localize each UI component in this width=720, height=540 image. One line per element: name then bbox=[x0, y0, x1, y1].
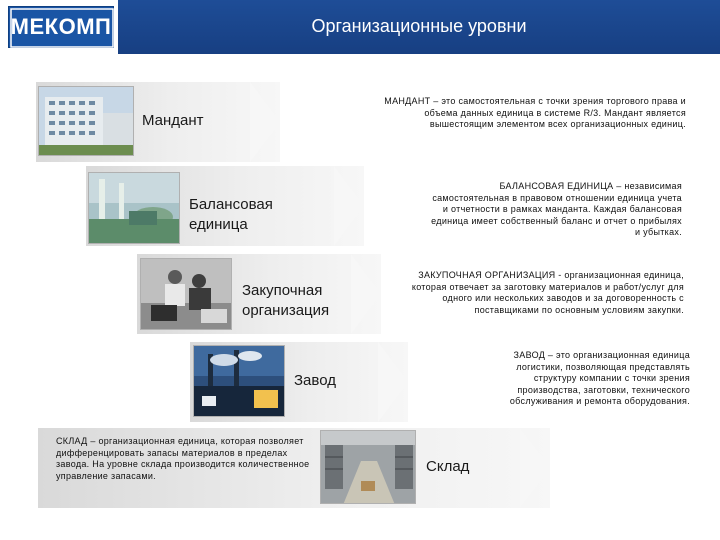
level-description-mandant: МАНДАНТ – это самостоятельная с точки зрения торгового права и объема данных единица в системе R/3. Мандант является вышестоящим элементом всех организационных единиц. bbox=[384, 96, 686, 130]
level-description-warehouse: СКЛАД – организационная единица, которая позволяет дифференцировать запасы материалов в пределах завода. На уровне склада производится количественное управление запасами. bbox=[56, 436, 310, 481]
logo-text: МЕКОМП bbox=[10, 14, 112, 39]
factory-photo bbox=[193, 345, 285, 417]
level-label-balance-unit: Балансовая единица bbox=[189, 196, 273, 233]
level-label-warehouse: Склад bbox=[426, 458, 470, 475]
industrial-plant-photo bbox=[88, 172, 180, 244]
level-label-purchasing-org: Закупочная организация bbox=[242, 282, 330, 319]
office-building-photo bbox=[38, 86, 134, 156]
level-description-purchasing-org: ЗАКУПОЧНАЯ ОРГАНИЗАЦИЯ - организационная единица, которая отвечает за заготовку материалов и работ/услуг для одного или нескольких заводов и за договоренность с поставщиками по основным условиям закупки. bbox=[411, 270, 684, 315]
office-workers-photo bbox=[140, 258, 232, 330]
page-title: Организационные уровни bbox=[311, 16, 527, 36]
level-description-balance-unit: БАЛАНСОВАЯ ЕДИНИЦА – независимая самостоятельная в правовом отношении единица учета и отчетности в рамках манданта. Каждая балансовая единица имеет собственный баланс и отчет о прибылях и убытках. bbox=[431, 181, 682, 238]
header bbox=[0, 0, 720, 54]
level-description-plant: ЗАВОД – это организационная единица логистики, позволяющая представлять структуру компании с точки зрения производства, заготовки, технического обслуживания и ремонта оборудования. bbox=[509, 350, 690, 407]
level-label-plant: Завод bbox=[294, 372, 336, 389]
company-logo bbox=[8, 6, 114, 48]
level-label-mandant: Мандант bbox=[142, 112, 204, 129]
warehouse-photo bbox=[320, 430, 416, 504]
